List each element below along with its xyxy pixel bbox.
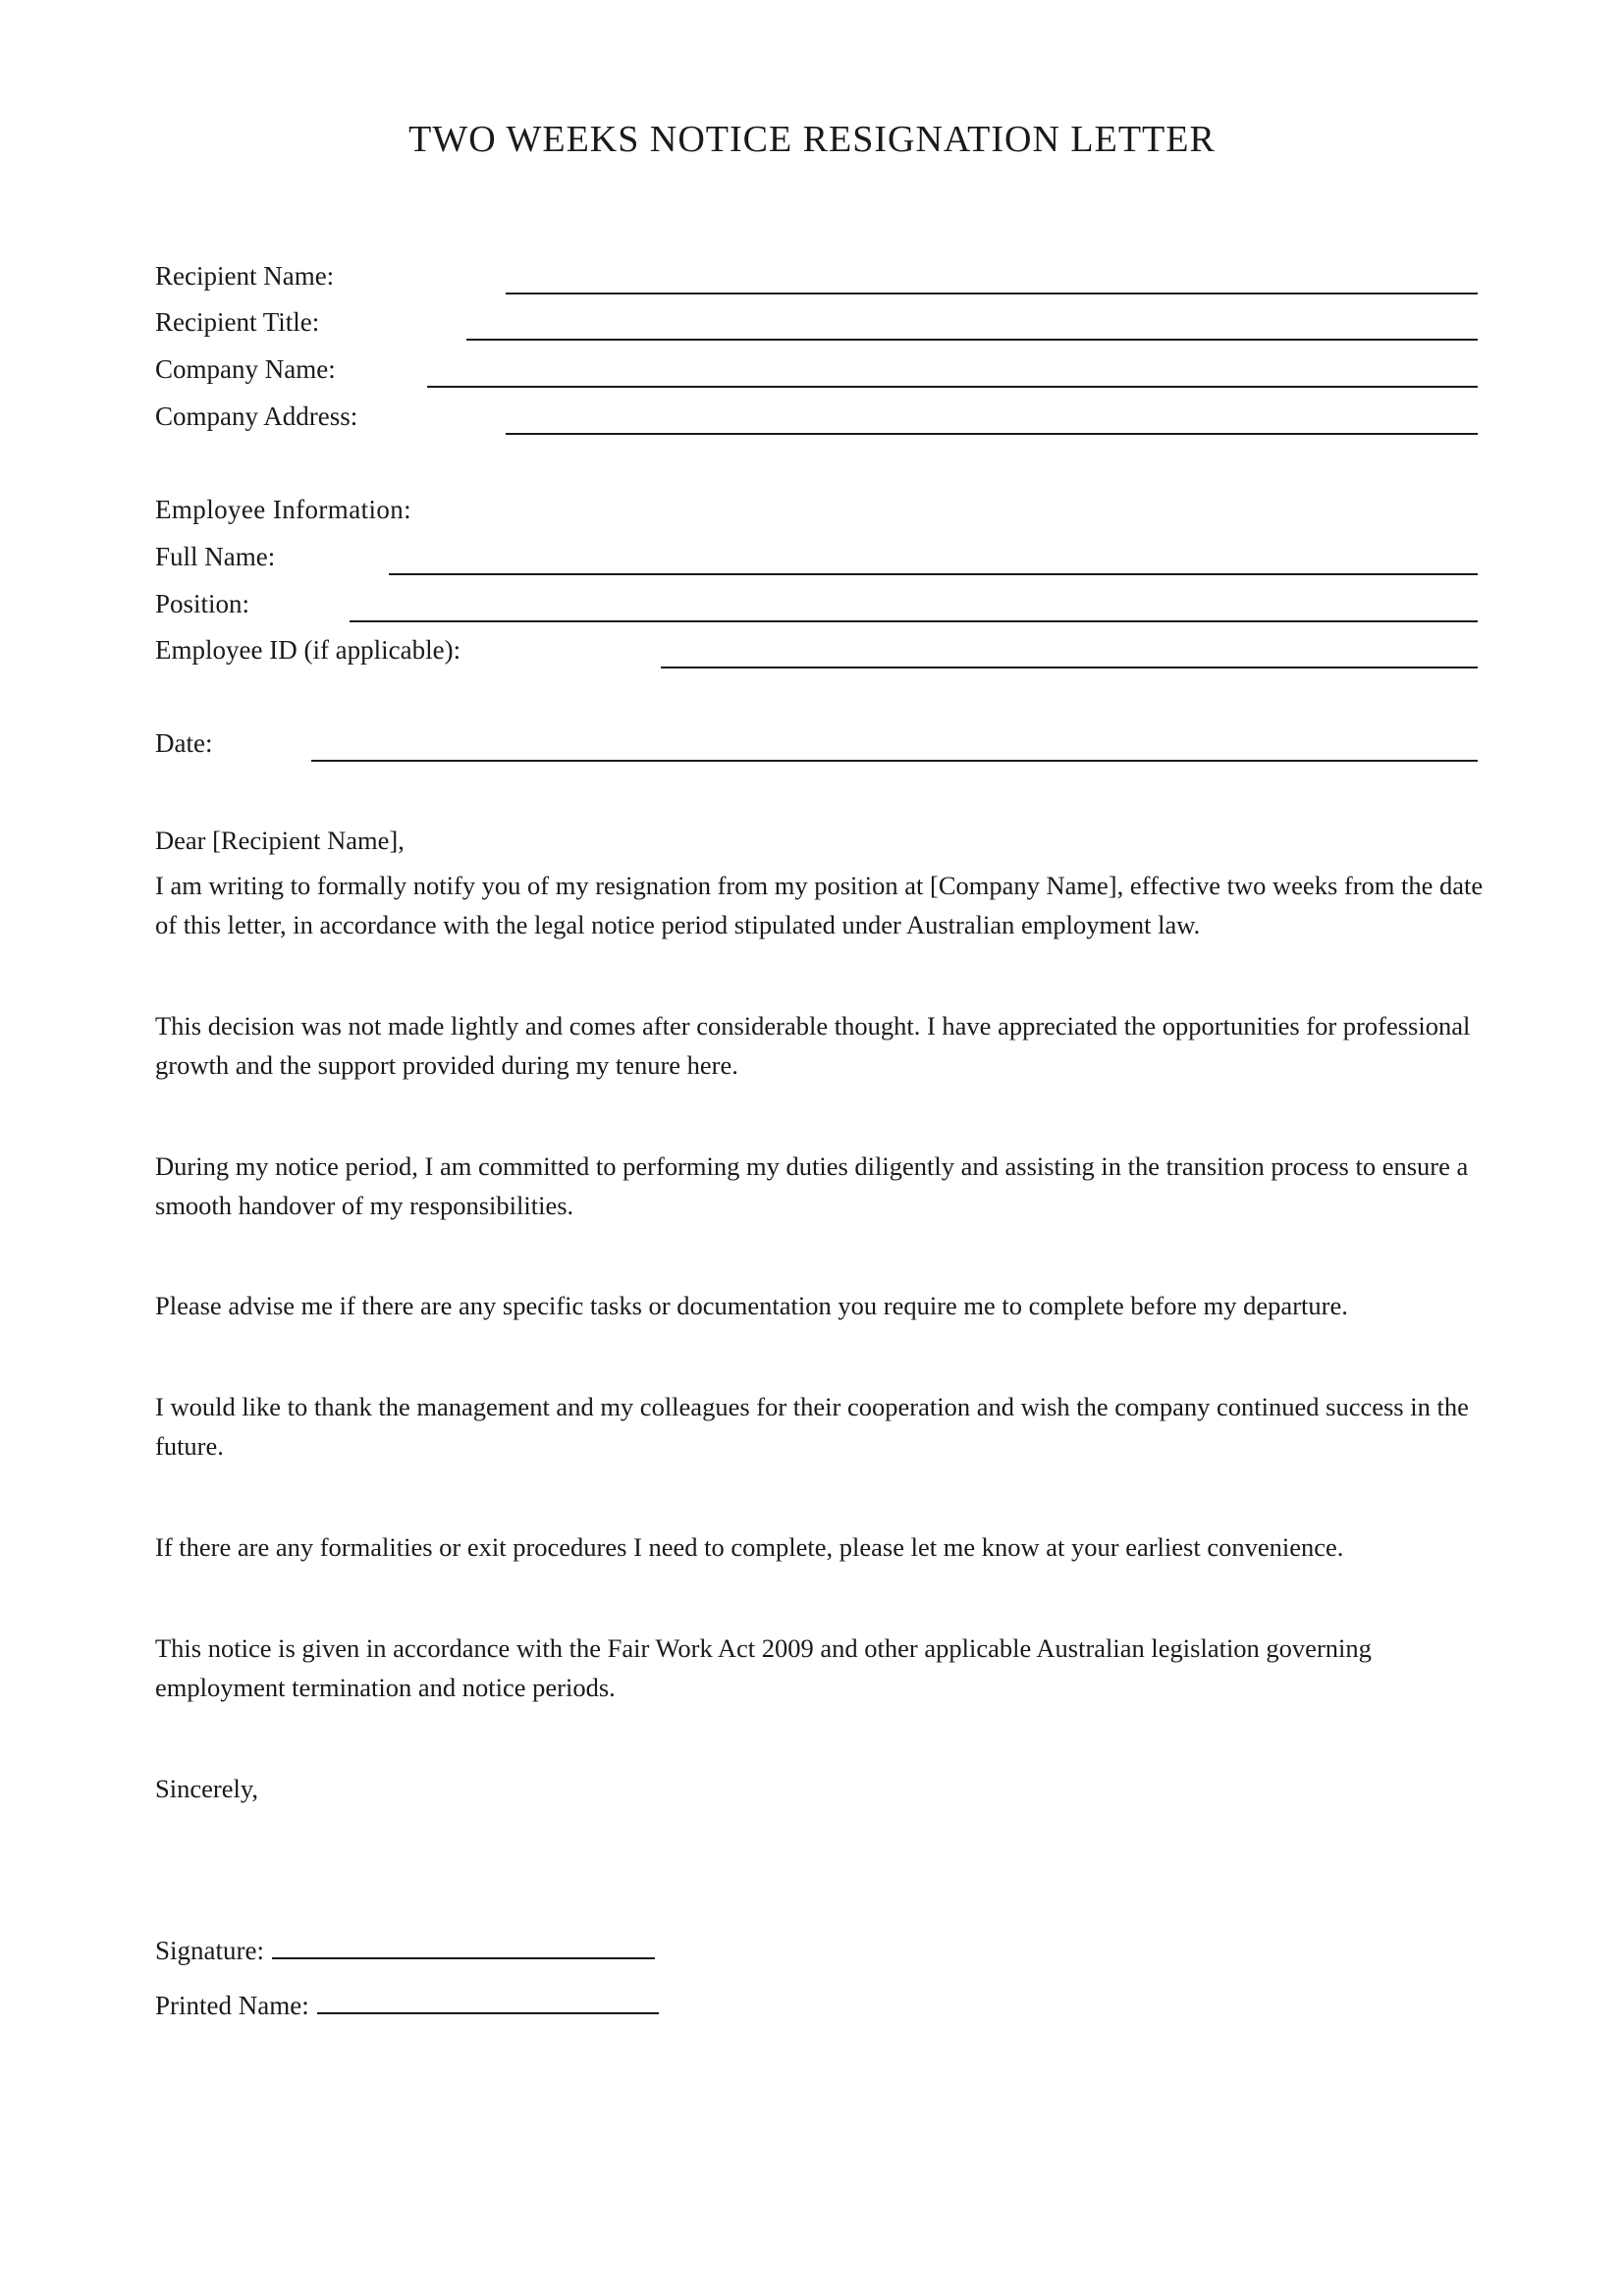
company-name-line[interactable] (427, 386, 1478, 388)
recipient-name-line[interactable] (506, 293, 1478, 294)
printed-name-line[interactable] (317, 1989, 659, 2014)
recipient-title-field[interactable] (155, 307, 1478, 347)
printed-name-field[interactable] (155, 1989, 659, 2021)
recipient-title-label: Recipient Title: (155, 307, 320, 337)
employee-section-label: Employee Information: (155, 495, 412, 524)
date-label: Date: (155, 728, 213, 758)
company-address-label: Company Address: (155, 401, 358, 431)
date-line[interactable] (311, 760, 1478, 762)
employee-id-line[interactable] (661, 667, 1478, 668)
salutation: Dear [Recipient Name], (155, 826, 405, 855)
company-address-line[interactable] (506, 433, 1478, 435)
signature-line[interactable] (272, 1934, 655, 1959)
signature-field[interactable] (155, 1934, 655, 1966)
recipient-title-line[interactable] (466, 339, 1478, 341)
body-paragraph-7: This notice is given in accordance with the Fair Work Act 2009 and other applicable Australian legislation governing employment termination and notice periods. (155, 1633, 1372, 1702)
signature-label: Signature: (155, 1936, 264, 1965)
printed-name-label: Printed Name: (155, 1991, 309, 2020)
body-paragraph-2: This decision was not made lightly and comes after considerable thought. I have appreciated the opportunities for professional growth and the support provided during my tenure here. (155, 1011, 1471, 1080)
body-paragraph-4: Please advise me if there are any specific tasks or documentation you require me to complete before my departure. (155, 1291, 1348, 1320)
full-name-line[interactable] (389, 573, 1478, 575)
company-address-field[interactable] (155, 401, 1478, 441)
company-name-label: Company Name: (155, 354, 336, 384)
body-paragraph-1: I am writing to formally notify you of my resignation from my position at [Company Name], effective two weeks from the date of this letter, in accordance with the legal notice period stipulated under Australian employment law. (155, 871, 1484, 939)
position-field[interactable] (155, 589, 1478, 628)
recipient-name-field[interactable] (155, 261, 1478, 300)
position-label: Position: (155, 589, 250, 618)
body-paragraph-6: If there are any formalities or exit procedures I need to complete, please let me know at your earliest convenience. (155, 1532, 1344, 1562)
position-line[interactable] (350, 620, 1478, 622)
company-name-field[interactable] (155, 354, 1478, 394)
closing: Sincerely, (155, 1774, 258, 1803)
body-paragraph-5: I would like to thank the management and my colleagues for their cooperation and wish the company continued success in the future. (155, 1392, 1469, 1461)
full-name-field[interactable] (155, 542, 1478, 581)
date-field[interactable] (155, 728, 1478, 768)
employee-id-field[interactable] (155, 635, 1478, 674)
recipient-name-label: Recipient Name: (155, 261, 335, 291)
document-title: TWO WEEKS NOTICE RESIGNATION LETTER (408, 119, 1216, 160)
employee-id-label: Employee ID (if applicable): (155, 635, 461, 665)
full-name-label: Full Name: (155, 542, 276, 571)
body-paragraph-3: During my notice period, I am committed to performing my duties diligently and assisting in the transition process to ensure a smooth handover of my responsibilities. (155, 1151, 1469, 1220)
